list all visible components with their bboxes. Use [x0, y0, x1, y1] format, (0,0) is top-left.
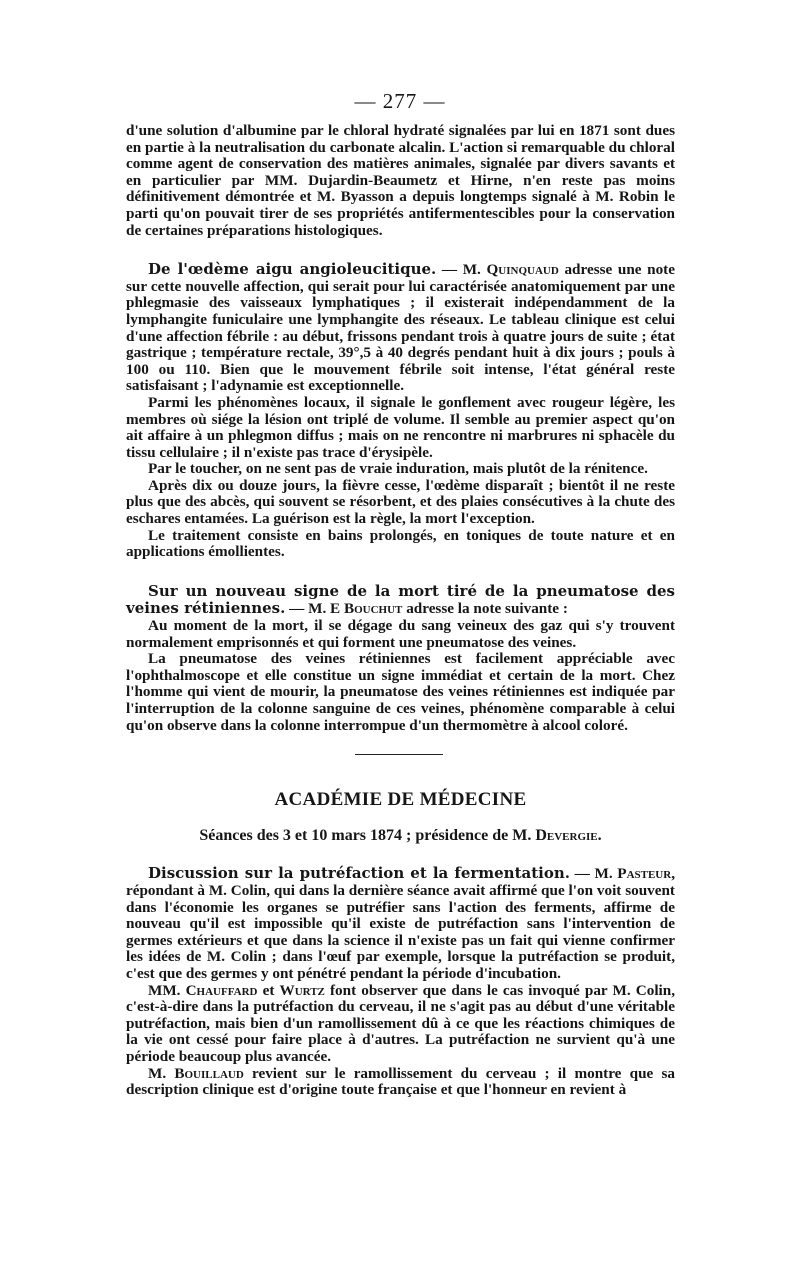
paragraph-oedeme-4: Après dix ou douze jours, la fièvre cesse, l'œdème disparaît ; bientôt il ne reste plus que des abcès, qui souvent se résorbent, et des plaies consécutives à la chute des eschares entamées. La guérison est la règle, la mort l'exception. [126, 476, 675, 528]
oedeme-text: adresse une note sur cette nouvelle affection, qui serait pour lui caractérisée anatomiquement par une phlegmasie des vaisseaux lymphatiques ; il existerait indépendamment de la lymphangite funiculaire une lymphangite des réseaux. Le tableau clinique est celui d'une affection fébrile : au début, frissons pendant trois à quatre jours de suite ; état gastrique ; température rectale, 39°,5 à 40 degrés pendant huit à dix jours ; pouls à 100 ou 110. Bien que le mouvement fébrile soit intense, l'état général reste satisfaisant ; l'adynamie est exceptionnelle. [126, 261, 675, 395]
paragraph-putrefaction-intro [126, 865, 675, 982]
author-wurtz: Wurtz [279, 981, 325, 999]
p2-mid: et [257, 981, 280, 999]
author-bouillaud: Bouillaud [174, 1064, 244, 1082]
pneumatose-author: Bouchut [343, 600, 403, 618]
paragraph-putrefaction-2 [126, 983, 675, 1066]
putrefaction-text: , répondant à M. Colin, qui dans la dernière séance avait affirmé que l'on voit souvent dans l'économie les organes se putréfier sans l'action des ferments, affirme de nouveau qu'il est impossible qu'il existe de putréfaction sans l'intervention de germes extérieurs et que dans la science il n'existe pas un fait qui vienne confirmer les idées de M. Colin ; dans l'œuf par exemple, lorsque la putréfaction se produit, c'est que des germes y ont pénétré pendant la période d'incubation. [126, 865, 675, 982]
oedeme-author: Quinquaud [486, 261, 559, 279]
sessions-text: Séances des 3 et 10 mars 1874 ; présidence de M. [199, 826, 536, 844]
paragraph-chloral: d'une solution d'albumine par le chloral hydraté signalées par lui en 1871 sont dues en partie à la neutralisation du carbonate alcalin. L'action si remarquable du chloral comme agent de conservation des matières animales, signalée par divers savants et en particulier par MM. Dujardin-Beaumetz et Hirne, n'en reste pas moins définitivement démontrée et M. Byasson a depuis longtemps signalé à M. Robin le parti qu'on pouvait tirer de ses propriétés antifermentescibles pour la conservation de certaines préparations histologiques. [126, 122, 675, 239]
putrefaction-author: Pasteur [617, 865, 672, 883]
pneumatose-heading: Sur un nouveau signe de la mort tiré de la pneumatose des veines rétiniennes. [126, 581, 675, 618]
paragraph-oedeme-3: Par le toucher, on ne sent pas de vraie induration, mais plutôt de la rénitence. [148, 460, 648, 478]
paragraph-oedeme-2: Parmi les phénomènes locaux, il signale le gonflement avec rougeur légère, les membres où siége la lésion ont triplé de volume. Il semble au premier aspect qu'on ait affaire à un phlegmon diffus ; mais on ne rencontre ni marbrures ni sphacèle du tissu cellulaire ; il n'existe pas trace d'érysipèle. [126, 393, 675, 461]
sessions-end: . [597, 826, 602, 844]
page-number: — 277 — [354, 89, 446, 113]
pneumatose-text: adresse la note suivante : [402, 600, 568, 618]
p2-text: font observer que dans le cas invoqué par M. Colin, c'est-à-dire dans la putréfaction du cerveau, il ne s'agit pas au début d'une véritable putréfaction, mais bien d'un ramollissement dû à ce que les réactions chimiques de la vie ont cessé pour faire place à d'autres. La putréfaction ne survient qu'à une période beaucoup plus avancée. [126, 981, 676, 1065]
paragraph-pneumatose-1: Au moment de la mort, il se dégage du sang veineux des gaz qui s'y trouvent normalement emprisonnés et qui forment une pneumatose des veines. [126, 617, 675, 651]
paragraph-pneumatose-intro [126, 583, 675, 618]
p3-text: revient sur le ramollissement du cerveau ; il montre que sa description clinique est d'origine toute française et que l'honneur en revient à [126, 1064, 675, 1099]
academie-title: ACADÉMIE DE MÉDECINE [274, 789, 527, 811]
p3-lead: M. [148, 1064, 175, 1082]
author-chauffard: Chauffard [185, 981, 258, 999]
putrefaction-heading: Discussion sur la putréfaction et la fermentation. [148, 864, 570, 883]
page-body [126, 123, 675, 1099]
paragraph-pneumatose-2: La pneumatose des veines rétiniennes est facilement appréciable avec l'ophthalmoscope et elle constitue un signe immédiat et certain de la mort. Chez l'homme qui vient de mourir, la pneumatose des veines rétiniennes est indiquée par l'interruption de la colonne sanguine de ces veines, phénomène comparable à celui qu'on observe dans la colonne interrompue d'un thermomètre à alcool coloré. [126, 650, 675, 734]
section-divider [355, 754, 443, 755]
pneumatose-lead: — M. E [285, 600, 344, 618]
president-name: Devergie [535, 826, 598, 844]
paragraph-oedeme-5: Le traitement consiste en bains prolongés, en toniques de toute nature et en applications émollientes. [126, 526, 675, 561]
oedeme-heading: De l'œdème aigu angioleucitique. [148, 260, 437, 279]
paragraph-putrefaction-3 [126, 1066, 675, 1099]
p2-lead: MM. [148, 981, 186, 999]
oedeme-lead: — M. [436, 261, 487, 279]
sessions-line [126, 828, 675, 845]
paragraph-oedeme-intro [126, 261, 675, 395]
putrefaction-lead: — M. [570, 865, 618, 883]
